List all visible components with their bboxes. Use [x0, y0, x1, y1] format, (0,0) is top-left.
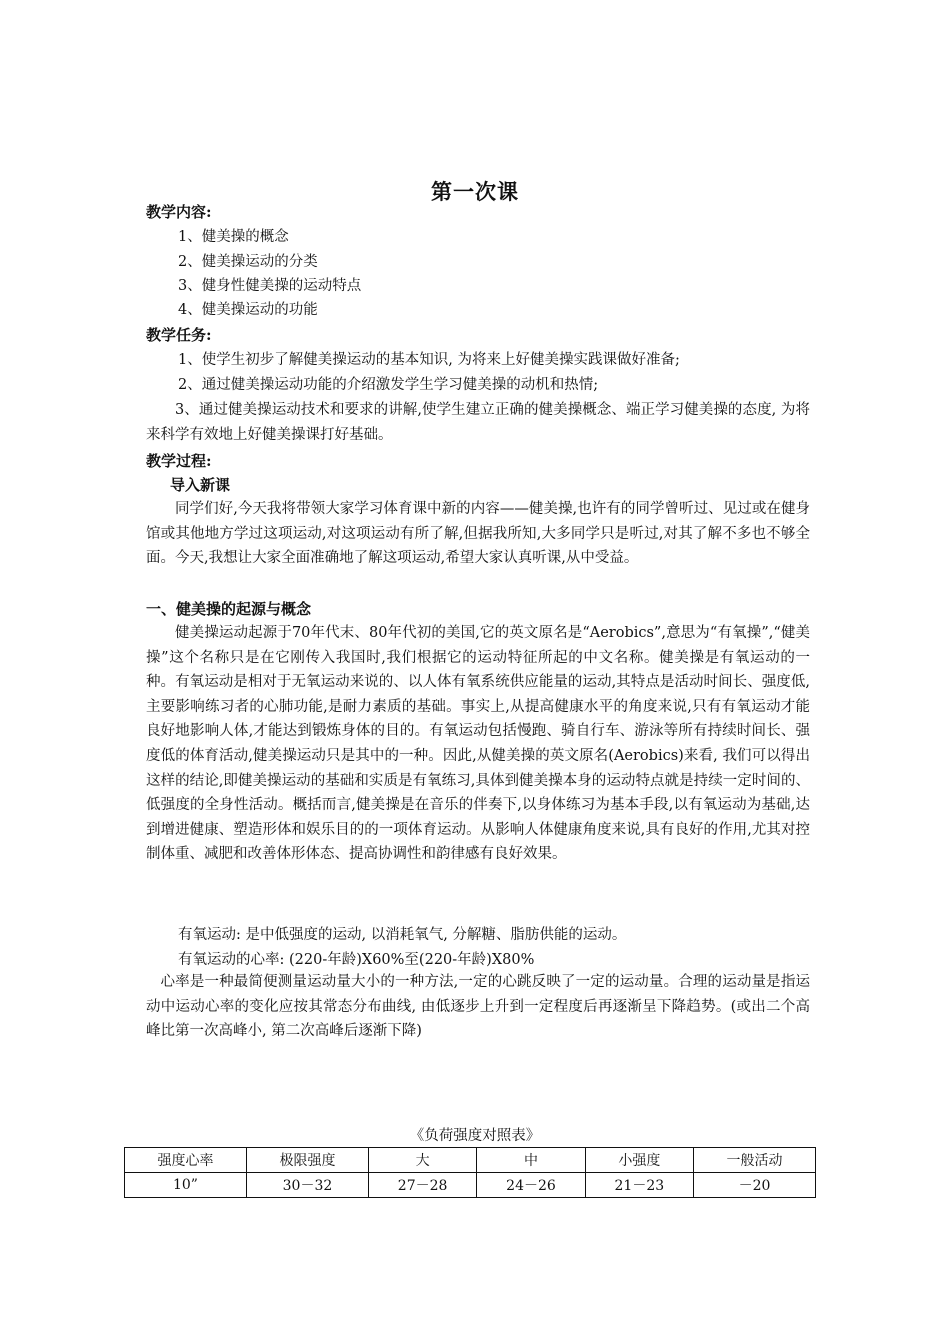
table-cell: 30－32: [246, 1173, 368, 1198]
task-item-text: 3、通过健美操运动技术和要求的讲解,使学生建立正确的健美操概念、端正学习健美操的态度, 为将来科学有效地上好健美操课打好基础。: [146, 402, 810, 443]
table-header-cell: 一般活动: [694, 1148, 816, 1173]
table-cell: 21－23: [585, 1173, 693, 1198]
heart-rate-note: 心率是一种最简便测量运动量大小的一种方法,一定的心跳反映了一定的运动量。合理的运动量是指运动中运动心率的变化应按其常态分布曲线, 由低逐步上升到一定程度后再逐渐呈下降趋势。(或出二个高峰比第一次高峰小, 第二次高峰后逐渐下降): [146, 974, 810, 1040]
task-item: 1、使学生初步了解健美操运动的基本知识, 为将来上好健美操实践课做好准备;: [178, 352, 680, 368]
section1-paragraph: [146, 621, 810, 867]
content-item: 1、健美操的概念: [178, 229, 289, 245]
section1-body: 健美操运动起源于70年代末、80年代初的美国,它的英文原名是“Aerobics”,意思为“有氧操”,“健美操”这个名称只是在它刚传入我国时,我们根据它的运动特征所起的中文名称。健美操是有氧运动的一种。有氧运动是相对于无氧运动来说的、以人体有氧系统供应能量的运动,其特点是活动时间长、强度低,主要影响练习者的心肺功能,是耐力素质的基础。事实上,从提高健康水平的角度来说,只有有氧运动才能良好地影响人体,才能达到锻炼身体的目的。有氧运动包括慢跑、骑自行车、游泳等所有持续时间长、强度低的体育活动,健美操运动只是其中的一种。因此,从健美操的英文原名(Aerobics)来看, 我们可以得出这样的结论,即健美操运动的基础和实质是有氧练习,具体到健美操本身的运动特点就是持续一定时间的、低强度的全身性活动。概括而言,健美操是在音乐的伴奏下,以身体练习为基本手段,以有氧运动为基础,达到增进健康、塑造形体和娱乐目的的一项体育运动。从影响人体健康角度来说,具有良好的作用,尤其对控制体重、减肥和改善体形体态、提高协调性和韵律感有良好效果。: [146, 625, 810, 863]
table-cell: 10”: [125, 1173, 247, 1198]
section1-heading: 一、健美操的起源与概念: [146, 600, 312, 618]
heart-rate-note-paragraph: [146, 970, 810, 1044]
intro-heading: 导入新课: [170, 476, 231, 494]
aerobic-definition: 有氧运动: 是中低强度的运动, 以消耗氧气, 分解糖、脂肪供能的运动。: [178, 927, 627, 943]
intro-paragraph: [146, 497, 810, 571]
table-header-cell: 强度心率: [125, 1148, 247, 1173]
heart-rate-formula: 有氧运动的心率: (220-年龄)X60%至(220-年龄)X80%: [178, 952, 535, 968]
table-header-cell: 中: [477, 1148, 585, 1173]
content-item: 3、健身性健美操的运动特点: [178, 278, 362, 294]
load-intensity-table: [124, 1147, 816, 1198]
teaching-content-heading: 教学内容:: [146, 203, 212, 221]
page-title: 第一次课: [431, 179, 519, 204]
table-header-cell: 小强度: [585, 1148, 693, 1173]
table-cell: 24－26: [477, 1173, 585, 1198]
table-header-cell: 极限强度: [246, 1148, 368, 1173]
teaching-process-heading: 教学过程:: [146, 452, 212, 470]
teaching-tasks-heading: 教学任务:: [146, 326, 212, 344]
table-header-row: [125, 1148, 816, 1173]
task-item: 2、通过健美操运动功能的介绍激发学生学习健美操的动机和热情;: [178, 377, 599, 393]
table-row: [125, 1173, 816, 1198]
table-cell: －20: [694, 1173, 816, 1198]
content-item: 4、健美操运动的功能: [178, 302, 318, 318]
table-header-cell: 大: [368, 1148, 476, 1173]
intro-text: 同学们好,今天我将带领大家学习体育课中新的内容——健美操,也许有的同学曾听过、见过或在健身馆或其他地方学过这项运动,对这项运动有所了解,但据我所知,大多同学只是听过,对其了解不多也不够全面。今天,我想让大家全面准确地了解这项运动,希望大家认真听课,从中受益。: [146, 501, 810, 567]
table-caption: 《负荷强度对照表》: [409, 1128, 541, 1144]
task-item-long: [146, 398, 810, 447]
table-cell: 27－28: [368, 1173, 476, 1198]
content-item: 2、健美操运动的分类: [178, 254, 318, 270]
